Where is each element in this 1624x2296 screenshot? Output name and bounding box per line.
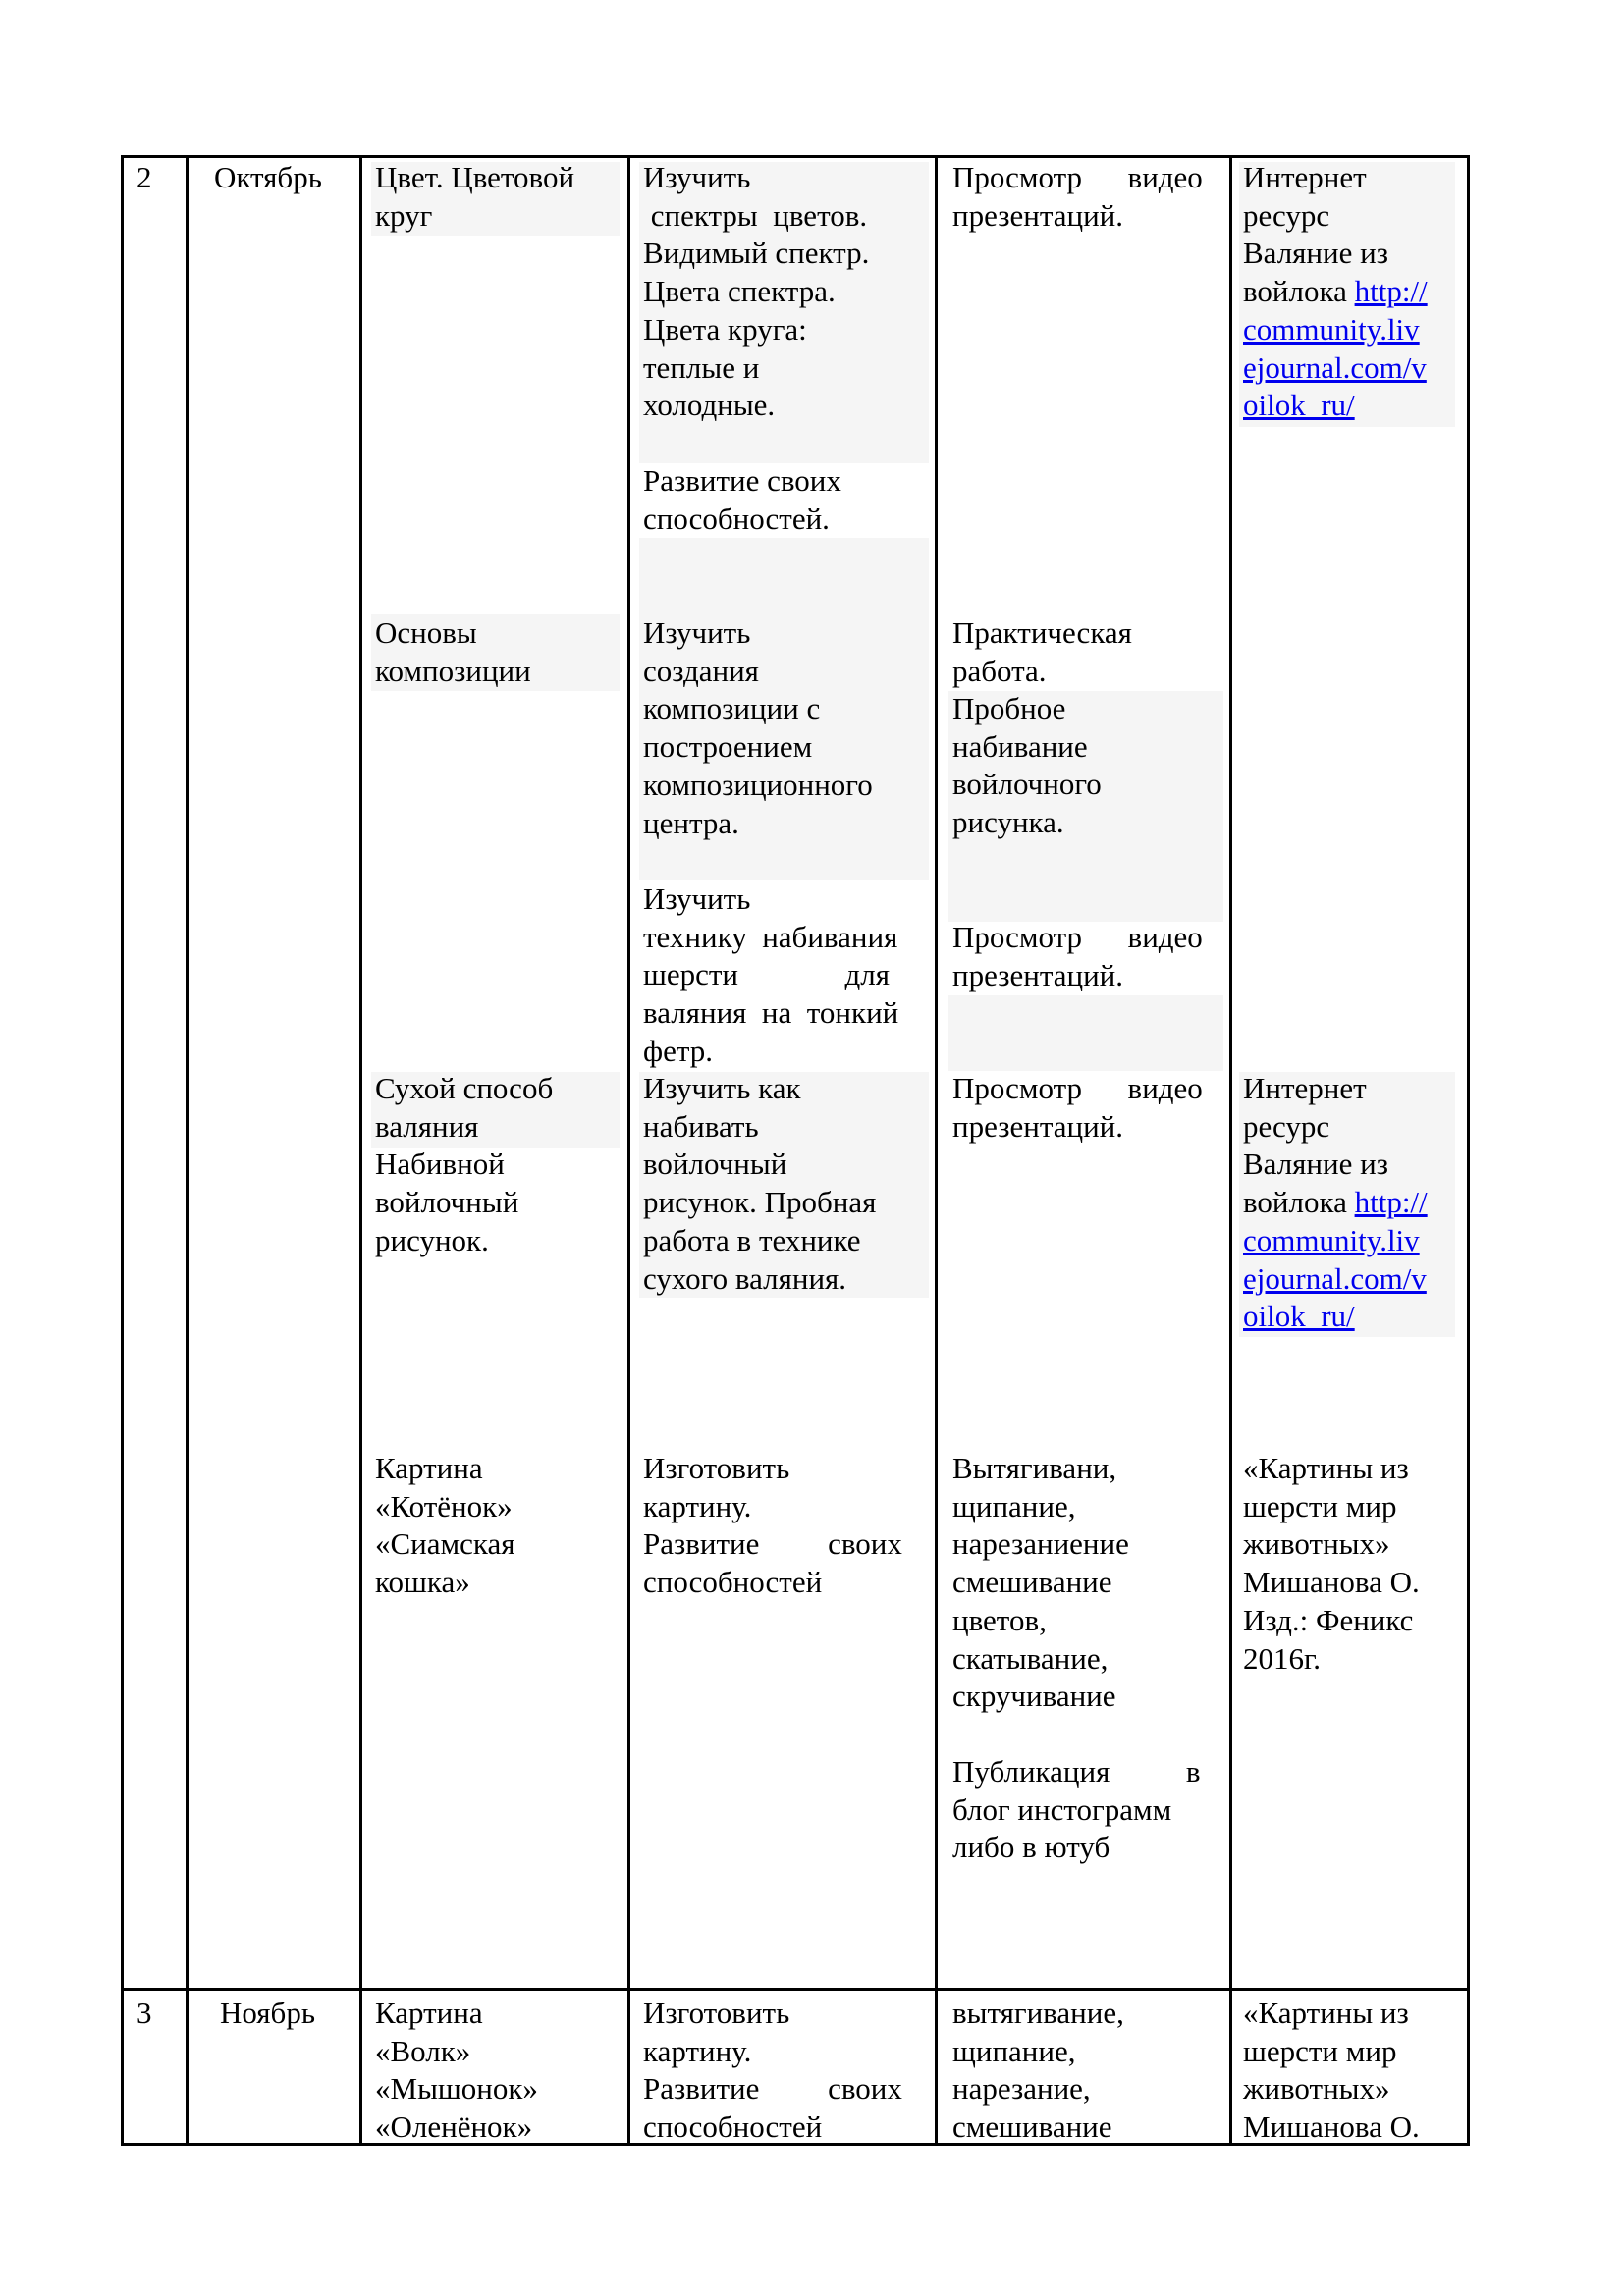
topic-line: кошка»	[375, 1565, 470, 1600]
goal-line: построением	[643, 729, 813, 765]
resource-line: Валяние из	[1243, 236, 1388, 271]
resource-link[interactable]: oilok_ru/	[1243, 1299, 1355, 1334]
goal-line: шерсти для	[643, 957, 891, 992]
resource-line: Валяние из	[1243, 1147, 1388, 1182]
goal-line: Развитие своих	[643, 1526, 902, 1562]
method-line: либо в ютуб	[952, 1830, 1110, 1865]
goal-line: картину.	[643, 2033, 752, 2068]
resource-line: «Картины из	[1243, 1996, 1409, 2030]
resource-link[interactable]: ejournal.com/v	[1243, 349, 1427, 385]
method-line: Практическая	[952, 615, 1132, 650]
table-border-col3	[627, 155, 630, 2143]
goal-line: Видимый спектр.	[643, 236, 870, 271]
method-line: вытягивание,	[952, 1996, 1124, 2030]
resource-line: «Картины из	[1243, 1451, 1409, 1485]
goal-line: композиции с	[643, 691, 821, 726]
resource-line: Интернет	[1243, 1071, 1367, 1105]
method-line: цветов,	[952, 1602, 1047, 1637]
resource-text: войлока	[1243, 274, 1355, 309]
topic-line: Цвет. Цветовой	[375, 160, 575, 194]
goal-line: работа в технике	[643, 1222, 861, 1257]
topic-line: Сухой способ	[375, 1071, 554, 1105]
resource-line: Мишанова О.	[1243, 2109, 1420, 2145]
resource-link[interactable]: ejournal.com/v	[1243, 1260, 1427, 1296]
highlight	[639, 538, 929, 614]
method-line: нарезаниение	[952, 1526, 1129, 1562]
table-border-col2	[359, 155, 362, 2143]
goal-line: Изучить	[643, 615, 751, 650]
table-border-top	[121, 155, 1470, 158]
goal-line: технику набивания	[643, 919, 898, 954]
resource-link[interactable]: oilok_ru/	[1243, 388, 1355, 423]
topic-line: рисунок.	[375, 1222, 489, 1257]
topic-line: войлочный	[375, 1185, 519, 1220]
goal-line: композиционного	[643, 767, 873, 802]
topic-line: «Мышонок»	[375, 2071, 538, 2107]
goal-line: Изучить	[643, 881, 751, 916]
goal-line: создания	[643, 653, 759, 688]
table-border-right	[1467, 155, 1470, 2143]
goal-line: набивать	[643, 1108, 759, 1144]
resource-text: войлока	[1243, 1185, 1355, 1220]
method-line: скатывание,	[952, 1640, 1109, 1676]
method-line: Публикация в	[952, 1754, 1201, 1789]
method-line: рисунка.	[952, 805, 1064, 840]
method-line: набивание	[952, 728, 1088, 764]
goal-line: Цвета спектра.	[643, 274, 836, 309]
highlight	[948, 995, 1223, 1071]
topic-line: Картина	[375, 1996, 483, 2030]
goal-line: фетр.	[643, 1033, 714, 1068]
topic-line: круг	[375, 197, 433, 233]
topic-line: «Котёнок»	[375, 1488, 513, 1523]
row-number: 2	[136, 160, 152, 194]
method-line: смешивание	[952, 1565, 1112, 1600]
method-line: Просмотр видео	[952, 160, 1203, 194]
resource-line: животных»	[1243, 1526, 1390, 1562]
goal-line: холодные.	[643, 388, 776, 423]
goal-line: Изучить	[643, 160, 751, 194]
resource-line: Интернет	[1243, 160, 1367, 194]
topic-line: валяния	[375, 1108, 479, 1144]
resource-line: ресурс	[1243, 197, 1330, 233]
row-number: 3	[136, 1996, 152, 2030]
method-line: войлочного	[952, 767, 1102, 802]
goal-line: спектры цветов.	[643, 197, 868, 233]
resource-line	[1243, 1184, 1428, 1222]
goal-line: рисунок. Пробная	[643, 1185, 877, 1220]
topic-line: «Оленёнок»	[375, 2109, 533, 2145]
goal-line: Изготовить	[643, 1996, 790, 2030]
method-line: работа.	[952, 653, 1047, 688]
table-border-row-separator	[121, 1988, 1470, 1991]
method-line: Просмотр видео	[952, 1071, 1203, 1105]
resource-line: 2016г.	[1243, 1640, 1321, 1676]
goal-line: теплые и	[643, 349, 760, 385]
topic-line: «Волк»	[375, 2033, 471, 2068]
method-line: нарезание,	[952, 2071, 1091, 2107]
goal-line: Развитие своих	[643, 2071, 902, 2107]
method-line: смешивание	[952, 2109, 1112, 2145]
goal-line: Изготовить	[643, 1451, 790, 1485]
goal-line: сухого валяния.	[643, 1260, 847, 1296]
method-line: презентаций.	[952, 197, 1124, 233]
resource-line: шерсти мир	[1243, 1488, 1397, 1523]
goal-line: картину.	[643, 1488, 752, 1523]
topic-line: Основы	[375, 615, 477, 650]
topic-line: Картина	[375, 1451, 483, 1485]
goal-line: способностей.	[643, 501, 830, 536]
resource-line: Изд.: Феникс	[1243, 1602, 1414, 1637]
method-line: Пробное	[952, 691, 1066, 725]
month-label: Октябрь	[214, 160, 322, 194]
table-border-col4	[935, 155, 938, 2143]
resource-link[interactable]: community.liv	[1243, 311, 1420, 347]
goal-line: Цвета круга:	[643, 311, 807, 347]
resource-line: Мишанова О.	[1243, 1565, 1420, 1600]
method-line: презентаций.	[952, 957, 1124, 992]
method-line: Вытягивани,	[952, 1451, 1117, 1485]
goal-line: войлочный	[643, 1147, 787, 1182]
topic-line: «Сиамская	[375, 1526, 515, 1562]
goal-line: Развитие своих	[643, 463, 841, 498]
goal-line: способностей	[643, 2109, 823, 2145]
goal-line: валяния на тонкий	[643, 995, 899, 1031]
topic-line: композиции	[375, 653, 531, 688]
goal-line: центра.	[643, 805, 739, 840]
topic-line: Набивной	[375, 1147, 505, 1182]
resource-line: животных»	[1243, 2071, 1390, 2107]
resource-link[interactable]: http://	[1354, 1185, 1428, 1220]
table-border-col1	[186, 155, 189, 2143]
method-line: скручивание	[952, 1679, 1116, 1714]
method-line: Просмотр видео	[952, 920, 1203, 954]
goal-line: Изучить как	[643, 1071, 801, 1105]
resource-line: ресурс	[1243, 1108, 1330, 1144]
resource-line	[1243, 273, 1428, 311]
resource-line: шерсти мир	[1243, 2033, 1397, 2068]
table-border-col5	[1229, 155, 1232, 2143]
goal-line: способностей	[643, 1565, 823, 1600]
table-border-left	[121, 155, 124, 2143]
method-line: презентаций.	[952, 1108, 1124, 1144]
month-label: Ноябрь	[220, 1996, 315, 2030]
resource-link[interactable]: community.liv	[1243, 1222, 1420, 1257]
method-line: щипание,	[952, 1488, 1076, 1523]
method-line: блог инстограмм	[952, 1791, 1172, 1827]
resource-link[interactable]: http://	[1354, 274, 1428, 309]
method-line: щипание,	[952, 2033, 1076, 2068]
